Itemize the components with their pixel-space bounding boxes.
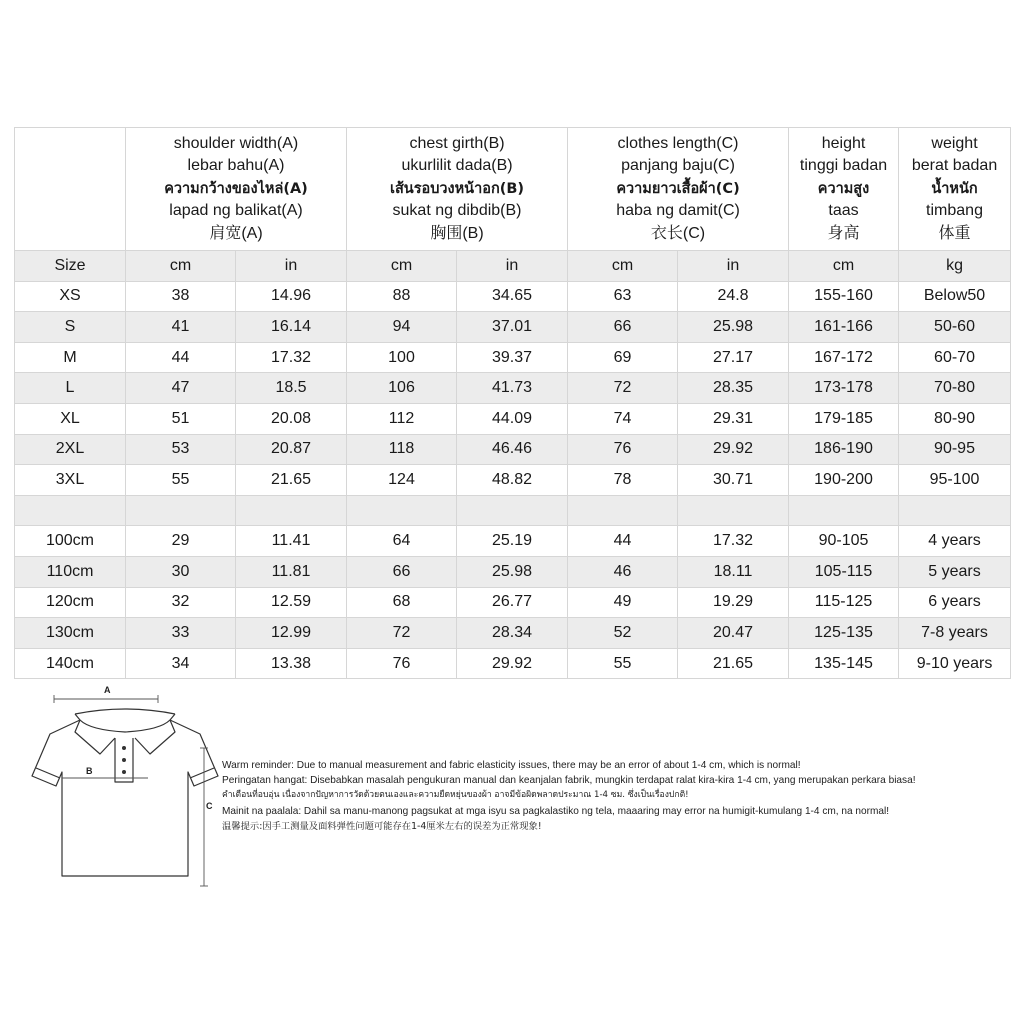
table-cell: 72 [568, 373, 678, 404]
polo-shirt-diagram [20, 682, 225, 892]
size-label-cell: L [15, 373, 126, 404]
table-cell: 51 [126, 403, 236, 434]
table-cell: 37.01 [457, 312, 568, 343]
header-corner-cell [15, 128, 126, 251]
header-tl: sukat ng dibdib(B) [392, 202, 522, 220]
table-cell: 106 [347, 373, 457, 404]
table-cell: 41.73 [457, 373, 568, 404]
table-cell: 6 years [899, 587, 1011, 618]
table-row [15, 648, 1011, 679]
table-cell: 44 [126, 342, 236, 373]
table-cell: 190-200 [789, 465, 899, 496]
table-cell: 25.19 [457, 526, 568, 557]
table-cell: 50-60 [899, 312, 1011, 343]
header-height [789, 128, 899, 251]
header-tl: lapad ng balikat(A) [169, 202, 303, 220]
header-weight [899, 128, 1011, 251]
table-cell: 173-178 [789, 373, 899, 404]
sleeve-hem-right [190, 768, 214, 778]
header-tl: taas [828, 202, 859, 220]
header-clothes-length [568, 128, 789, 251]
table-cell: 20.08 [236, 403, 347, 434]
table-cell: 38 [126, 281, 236, 312]
table-cell: 44 [568, 526, 678, 557]
table-cell: 30.71 [678, 465, 789, 496]
size-label-cell: 2XL [15, 434, 126, 465]
header-zh: 体重 [938, 224, 971, 242]
table-cell: 11.81 [236, 556, 347, 587]
header-th: เส้นรอบวงหน้าอก(B) [389, 180, 525, 197]
unit-cell: in [236, 251, 347, 282]
table-cell: 53 [126, 434, 236, 465]
table-cell: 16.14 [236, 312, 347, 343]
header-tl: haba ng damit(C) [616, 202, 740, 220]
table-cell: 39.37 [457, 342, 568, 373]
table-cell: 64 [347, 526, 457, 557]
table-cell: 17.32 [236, 342, 347, 373]
size-label-cell: 140cm [15, 648, 126, 679]
header-zh: 肩宽(A) [209, 224, 263, 242]
note-th: คำเตือนที่อบอุ่น เนื่องจากปัญหาการวัดด้วยตนเองและความยืดหยุ่นของผ้า อาจมีข้อผิดพลาดประมาณ 1-4 ซม. ซึ่งเป็นเรื่องปกติ! [222, 790, 689, 801]
table-cell: 105-115 [789, 556, 899, 587]
table-cell: 115-125 [789, 587, 899, 618]
label-c: C [206, 801, 213, 811]
header-tl: timbang [926, 202, 983, 220]
table-cell: 46.46 [457, 434, 568, 465]
table-cell: 4 years [899, 526, 1011, 557]
table-cell: 74 [568, 403, 678, 434]
table-cell: 60-70 [899, 342, 1011, 373]
header-en: height [821, 134, 866, 152]
unit-cell: kg [899, 251, 1011, 282]
table-cell: 32 [126, 587, 236, 618]
header-en: chest girth(B) [409, 134, 505, 152]
measure-lines [54, 695, 208, 886]
table-cell: 21.65 [236, 465, 347, 496]
table-cell: 124 [347, 465, 457, 496]
table-cell: 30 [126, 556, 236, 587]
table-cell: 49 [568, 587, 678, 618]
table-cell: 66 [347, 556, 457, 587]
unit-cell: cm [347, 251, 457, 282]
table-cell: 44.09 [457, 403, 568, 434]
size-label-cell: M [15, 342, 126, 373]
header-chest-girth [347, 128, 568, 251]
table-cell: 12.99 [236, 618, 347, 649]
polo-shirt-icon [32, 720, 218, 876]
sleeve-hem-left [36, 768, 60, 778]
unit-cell: in [457, 251, 568, 282]
table-cell: 20.87 [236, 434, 347, 465]
note-en: Warm reminder: Due to manual measurement and fabric elasticity issues, there may be an error of about 1-4 cm, which is normal! [222, 760, 801, 771]
size-label-cell: XL [15, 403, 126, 434]
table-row [15, 403, 1011, 434]
table-cell: 25.98 [678, 312, 789, 343]
table-cell: 25.98 [457, 556, 568, 587]
table-cell: 52 [568, 618, 678, 649]
table-cell: 186-190 [789, 434, 899, 465]
table-cell: 76 [568, 434, 678, 465]
table-cell: 28.35 [678, 373, 789, 404]
table-row [15, 526, 1011, 557]
table-cell: 63 [568, 281, 678, 312]
size-label-cell: 120cm [15, 587, 126, 618]
adult-sizes [15, 281, 1011, 495]
label-b: B [86, 766, 93, 776]
size-label-cell: XS [15, 281, 126, 312]
table-cell: 46 [568, 556, 678, 587]
table-cell: 78 [568, 465, 678, 496]
table-cell: 47 [126, 373, 236, 404]
table-cell: 41 [126, 312, 236, 343]
table-cell: 80-90 [899, 403, 1011, 434]
table-cell: 94 [347, 312, 457, 343]
header-en: shoulder width(A) [173, 134, 299, 152]
table-cell: 29.31 [678, 403, 789, 434]
table-cell: 14.96 [236, 281, 347, 312]
unit-cell: cm [789, 251, 899, 282]
label-a: A [104, 685, 111, 695]
table-cell: 135-145 [789, 648, 899, 679]
table-row [15, 556, 1011, 587]
table-cell: 69 [568, 342, 678, 373]
table-cell: 68 [347, 587, 457, 618]
header-zh: 胸围(B) [430, 224, 484, 242]
table-cell: 167-172 [789, 342, 899, 373]
table-cell: 90-105 [789, 526, 899, 557]
kids-sizes [15, 526, 1011, 679]
buttons [122, 746, 126, 774]
table-cell: 112 [347, 403, 457, 434]
header-shoulder-width [126, 128, 347, 251]
table-row [15, 373, 1011, 404]
header-ms: berat badan [911, 157, 998, 175]
table-cell: 26.77 [457, 587, 568, 618]
table-cell: 55 [568, 648, 678, 679]
section-spacer-row [15, 495, 1011, 526]
table-row [15, 618, 1011, 649]
table-cell: 125-135 [789, 618, 899, 649]
table-cell: 29.92 [457, 648, 568, 679]
header-ms: tinggi badan [799, 157, 888, 175]
table-cell: 100 [347, 342, 457, 373]
header-zh: 身高 [827, 224, 860, 242]
units-row [15, 251, 1011, 282]
table-cell: 11.41 [236, 526, 347, 557]
header-en: clothes length(C) [617, 134, 739, 152]
table-cell: 34.65 [457, 281, 568, 312]
header-en: weight [931, 134, 978, 152]
table-cell: 17.32 [678, 526, 789, 557]
table-cell: 55 [126, 465, 236, 496]
header-zh: 衣长(C) [650, 224, 706, 242]
table-cell: 33 [126, 618, 236, 649]
table-row [15, 465, 1011, 496]
note-zh: 温馨提示:因手工测量及面料弹性问题可能存在1-4厘米左右的误差为正常现象! [222, 820, 542, 832]
size-label-cell: 3XL [15, 465, 126, 496]
table-cell: 66 [568, 312, 678, 343]
table-cell: 27.17 [678, 342, 789, 373]
table-cell: 118 [347, 434, 457, 465]
table-cell: 72 [347, 618, 457, 649]
header-ms: panjang baju(C) [621, 157, 735, 175]
table-cell: 88 [347, 281, 457, 312]
table-cell: 5 years [899, 556, 1011, 587]
table-cell: 161-166 [789, 312, 899, 343]
header-ms: ukurlilit dada(B) [401, 157, 513, 175]
table-cell: 179-185 [789, 403, 899, 434]
header-row [15, 128, 1011, 251]
note-tl: Mainit na paalala: Dahil sa manu-manong pagsukat at mga isyu sa pagkalastiko ng tela, maaaring may error na humigit-kumulang 1-4 cm, na normal! [222, 805, 890, 817]
table-cell: 20.47 [678, 618, 789, 649]
header-th: ความยาวเสื้อผ้า(C) [616, 180, 740, 197]
table-cell: Below50 [899, 281, 1011, 312]
table-cell: 34 [126, 648, 236, 679]
table-cell: 24.8 [678, 281, 789, 312]
size-label-cell: 100cm [15, 526, 126, 557]
size-label-cell: 130cm [15, 618, 126, 649]
table-cell: 76 [347, 648, 457, 679]
unit-cell: Size [15, 251, 126, 282]
note-ms: Peringatan hangat: Disebabkan masalah pengukuran manual dan keanjalan fabrik, mungkin terdapat ralat kira-kira 1-4 cm, yang merupakan perkara biasa! [222, 775, 916, 787]
table-cell: 12.59 [236, 587, 347, 618]
table-row [15, 434, 1011, 465]
measurement-notes [222, 758, 1017, 834]
table-cell: 48.82 [457, 465, 568, 496]
table-cell: 18.5 [236, 373, 347, 404]
table-row [15, 587, 1011, 618]
header-th: ความสูง [817, 180, 870, 197]
unit-cell: in [678, 251, 789, 282]
table-cell: 70-80 [899, 373, 1011, 404]
table-row [15, 281, 1011, 312]
table-cell: 29.92 [678, 434, 789, 465]
header-th: น้ำหนัก [931, 180, 978, 197]
table-row [15, 312, 1011, 343]
table-cell: 7-8 years [899, 618, 1011, 649]
unit-cell: cm [126, 251, 236, 282]
header-th: ความกว้างของไหล่(A) [164, 180, 308, 197]
table-cell: 90-95 [899, 434, 1011, 465]
table-cell: 95-100 [899, 465, 1011, 496]
table-cell: 9-10 years [899, 648, 1011, 679]
size-chart-table [14, 127, 1011, 679]
table-cell: 18.11 [678, 556, 789, 587]
table-cell: 19.29 [678, 587, 789, 618]
unit-cell: cm [568, 251, 678, 282]
size-label-cell: 110cm [15, 556, 126, 587]
table-cell: 21.65 [678, 648, 789, 679]
table-cell: 13.38 [236, 648, 347, 679]
table-cell: 29 [126, 526, 236, 557]
header-ms: lebar bahu(A) [187, 157, 285, 175]
table-cell: 155-160 [789, 281, 899, 312]
size-label-cell: S [15, 312, 126, 343]
table-row [15, 342, 1011, 373]
table-cell: 28.34 [457, 618, 568, 649]
